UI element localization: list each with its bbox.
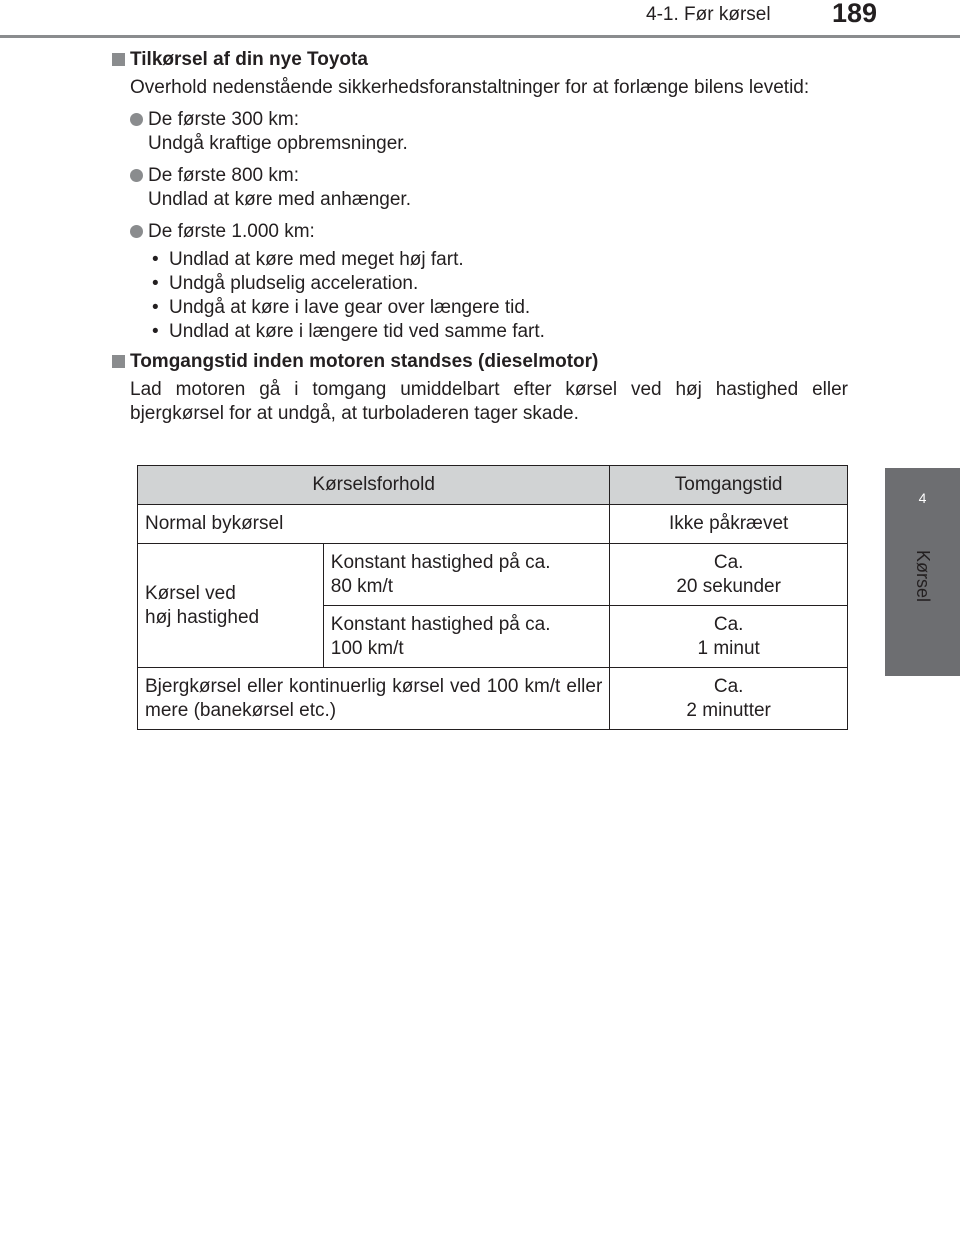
sub-list-item [148,272,848,296]
square-bullet-icon [112,53,125,66]
heading-text: Tomgangstid inden motoren standses (dieselmotor) [130,351,599,372]
list-item-text: Undlad at køre med anhænger. [148,189,411,210]
chapter-label-area [885,540,960,660]
section-heading [112,48,848,72]
list-item-title: De første 300 km: [148,109,299,130]
table-cell [610,606,848,668]
cell-line: 1 minut [697,637,760,659]
dot-bullet-icon: • [152,249,159,270]
sub-list-item [148,248,848,272]
table-row [138,668,848,730]
sub-list-item [148,296,848,320]
sub-list [112,248,848,344]
list-item-title: De første 1.000 km: [148,221,315,242]
header-divider [0,35,960,38]
table-cell: Normal bykørsel [138,505,610,544]
table-cell [323,544,610,606]
section-title: 4-1. Før kørsel [646,4,771,25]
cell-line: Ca. [713,613,744,635]
list-item-title: De første 800 km: [148,165,299,186]
dot-bullet-icon: • [152,297,159,318]
sub-list-text: Undlad at køre i længere tid ved samme fart. [169,321,545,342]
list-item-text: Undgå kraftige opbremsninger. [148,133,408,154]
list-item [112,164,848,212]
table-row [138,544,848,606]
table-cell [610,544,848,606]
circle-bullet-icon [130,169,143,182]
square-bullet-icon [112,355,125,368]
sub-list-text: Undgå at køre i lave gear over længere tid. [169,297,531,318]
cell-line: Ca. [713,675,744,697]
column-header: Tomgangstid [610,466,848,505]
table-cell [323,606,610,668]
section-heading [112,350,848,374]
table-cell [138,544,324,668]
table-row [138,505,848,544]
circle-bullet-icon [130,113,143,126]
page-number: 189 [832,0,878,28]
dot-bullet-icon: • [152,321,159,342]
table-header-row [138,466,848,505]
circle-bullet-icon [130,225,143,238]
idle-time-table [137,465,848,730]
list-item [112,220,848,244]
column-header: Kørselsforhold [138,466,610,505]
cell-line: høj hastighed [145,606,260,628]
cell-line: Konstant hastighed på ca. [330,613,551,635]
cell-line: Konstant hastighed på ca. [330,551,551,573]
main-content [112,48,848,434]
heading-text: Tilkørsel af din nye Toyota [130,49,368,70]
cell-line: Ca. [713,551,744,573]
table-cell: Bjergkørsel eller kontinuerlig kørsel ved 100 km/t eller mere (banekørsel etc.) [138,668,610,730]
paragraph: Lad motoren gå i tomgang umiddelbart efter kørsel ved høj hastighed eller bjergkørsel for at undgå, at turboladeren tager skade. [130,379,848,424]
sub-list-item [148,320,848,344]
sub-list-text: Undgå pludselig acceleration. [169,273,419,294]
list-item [112,108,848,156]
cell-line: 20 sekunder [676,575,781,597]
dot-bullet-icon: • [152,273,159,294]
sub-list-text: Undlad at køre med meget høj fart. [169,249,464,270]
chapter-label: Kørsel [913,550,933,603]
chapter-number: 4 [918,490,927,506]
table-cell [610,668,848,730]
cell-line: 2 minutter [686,699,771,721]
table-cell: Ikke påkrævet [610,505,848,544]
cell-line: 80 km/t [330,575,394,597]
paragraph: Overhold nedenstående sikkerhedsforanstaltninger for at forlænge bilens levetid: [130,77,810,98]
cell-line: Kørsel ved [145,582,236,604]
cell-line: 100 km/t [330,637,404,659]
